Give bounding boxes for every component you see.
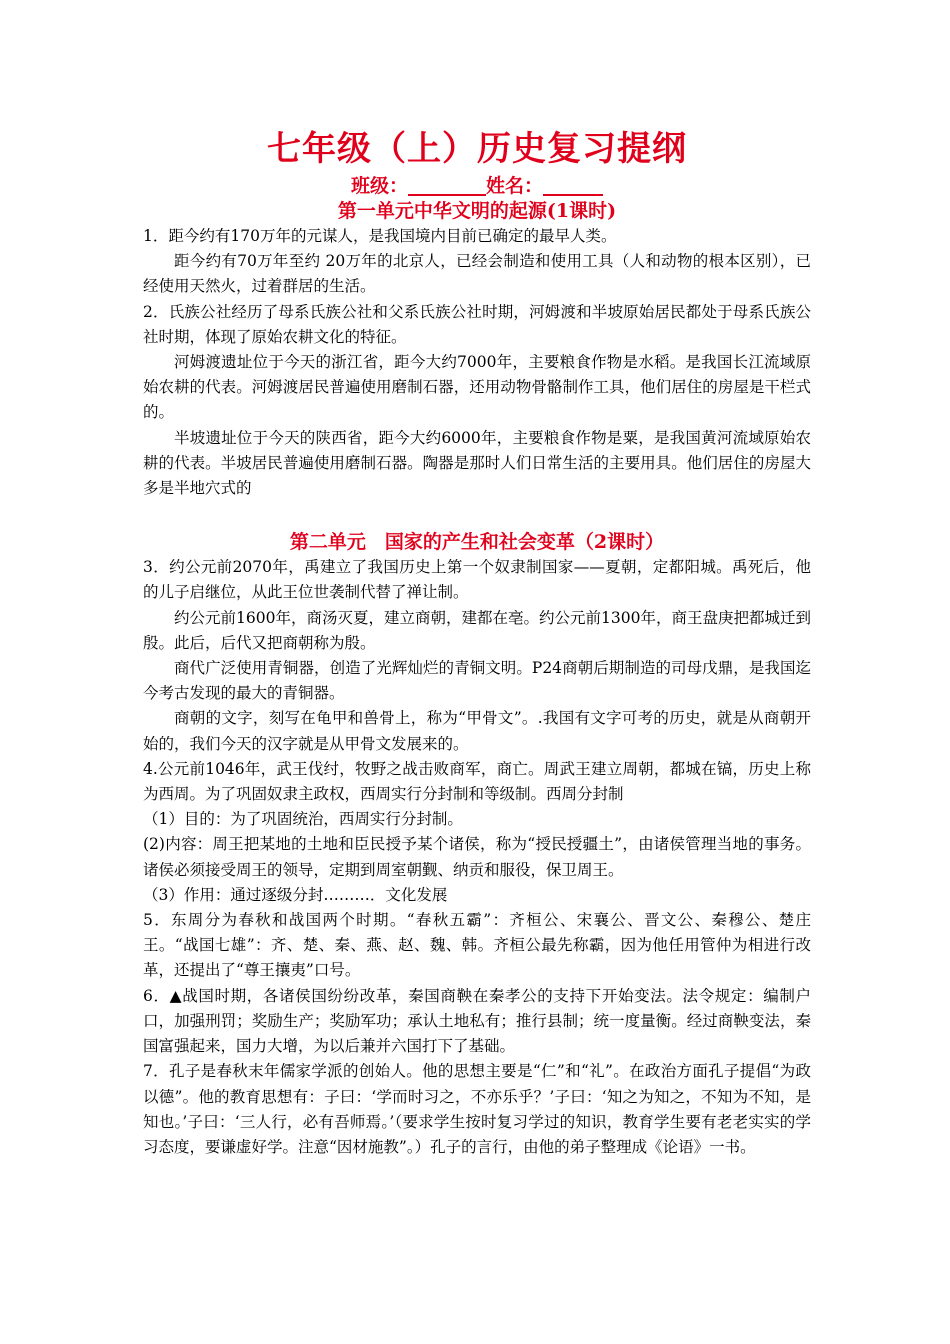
paragraph: 河姆渡遗址位于今天的浙江省，距今大约7000年，主要粮食作物是水稻。是我国长江流域原始农耕的代表。河姆渡居民普遍使用磨制石器，还用动物骨骼制作工具，他们居住的房屋是干栏式的。 — [143, 353, 811, 422]
paragraph: 1．距今约有170万年的元谋人，是我国境内目前已确定的最早人类。 — [143, 227, 617, 245]
paragraph: 6．▲战国时期，各诸侯国纷纷改革，秦国商鞅在秦孝公的支持下开始变法。法令规定：编制户口，加强刑罚；奖励生产；奖励军功；承认土地私有；推行县制；统一度量衡。经过商鞅变法，秦国富强起来，国力大增，为以后兼并六国打下了基础。 — [143, 986, 811, 1056]
paragraph: 距今约有70万年至约 20万年的北京人，已经会制造和使用工具（人和动物的根本区别），已经使用天然火，过着群居的生活。 — [143, 252, 811, 296]
unit-heading: 第二单元 国家的产生和社会变革（2课时） — [289, 531, 665, 554]
document-body — [143, 126, 811, 1160]
name-label: 姓名： — [486, 175, 544, 197]
paragraph: 商朝的文字，刻写在龟甲和兽骨上，称为“甲骨文”。.我国有文字可考的历史，就是从商朝开始的，我们今天的汉字就是从甲骨文发展来的。 — [143, 709, 811, 753]
paragraph: 商代广泛使用青铜器，创造了光辉灿烂的青铜文明。P24商朝后期制造的司母戊鼎，是我国迄今考古发现的最大的青铜器。 — [143, 659, 811, 703]
units-container — [143, 198, 811, 1160]
paragraph: 2．氏族公社经历了母系氏族公社和父系氏族公社时期，河姆渡和半坡原始居民都处于母系氏族公社时期，体现了原始农耕文化的特征。 — [143, 302, 811, 346]
paragraph: 3．约公元前2070年，禹建立了我国历史上第一个奴隶制国家——夏朝，定都阳城。禹死后，他的儿子启继位，从此王位世袭制代替了禅让制。 — [143, 558, 811, 602]
class-label: 班级： — [350, 175, 408, 197]
page-title: 七年级（上）历史复习提纲 — [267, 129, 687, 169]
paragraph: 约公元前1600年，商汤灭夏，建立商朝，建都在亳。约公元前1300年，商王盘庚把都城迁到殷。此后，后代又把商朝称为殷。 — [143, 608, 811, 652]
paragraph: （3）作用：通过逐级分封………．文化发展 — [143, 885, 448, 904]
name-blank — [543, 176, 603, 196]
paragraph: 半坡遗址位于今天的陕西省，距今大约6000年，主要粮食作物是粟，是我国黄河流域原始农耕的代表。半坡居民普遍使用磨制石器。陶器是那时人们日常生活的主要用具。他们居住的房屋大多是半地穴式的 — [143, 428, 811, 498]
paragraph: 7．孔子是春秋末年儒家学派的创始人。他的思想主要是“仁”和“礼”。在政治方面孔子提倡“为政以德”。他的教育思想有：子曰：‘学而时习之，不亦乐乎？’子曰：‘知之为知之，不知为不知，是知也。’子曰：‘三人行，必有吾师焉。’（要求学生按时复习学过的知识，教育学生要有老老实实的学习态度，要谦虚好学。注意“因材施教”。）孔子的言行，由他的弟子整理成《论语》一书。 — [143, 1062, 811, 1156]
class-name-line — [143, 174, 811, 198]
paragraph: （1）目的：为了巩固统治，西周实行分封制。 — [143, 810, 463, 829]
class-blank — [408, 176, 486, 196]
paragraph: 4.公元前1046年，武王伐纣，牧野之战击败商军，商亡。周武王建立周朝，都城在镐，历史上称为西周。为了巩固奴隶主政权，西周实行分封制和等级制。西周分封制 — [143, 759, 811, 804]
unit-heading: 第一单元中华文明的起源(1课时) — [337, 200, 617, 222]
paragraph: 5．东周分为春秋和战国两个时期。“春秋五霸”：齐桓公、宋襄公、晋文公、秦穆公、楚庄王。“战国七雄”：齐、楚、秦、燕、赵、魏、韩。齐桓公最先称霸，因为他任用管仲为相进行改革，还提出了“尊王攘夷”口号。 — [143, 911, 811, 980]
paragraph: (2)内容：周王把某地的土地和臣民授予某个诸侯，称为“授民授疆土”，由诸侯管理当地的事务。诸侯必须接受周王的领导，定期到周室朝觐、纳贡和服役，保卫周王。 — [143, 835, 811, 879]
